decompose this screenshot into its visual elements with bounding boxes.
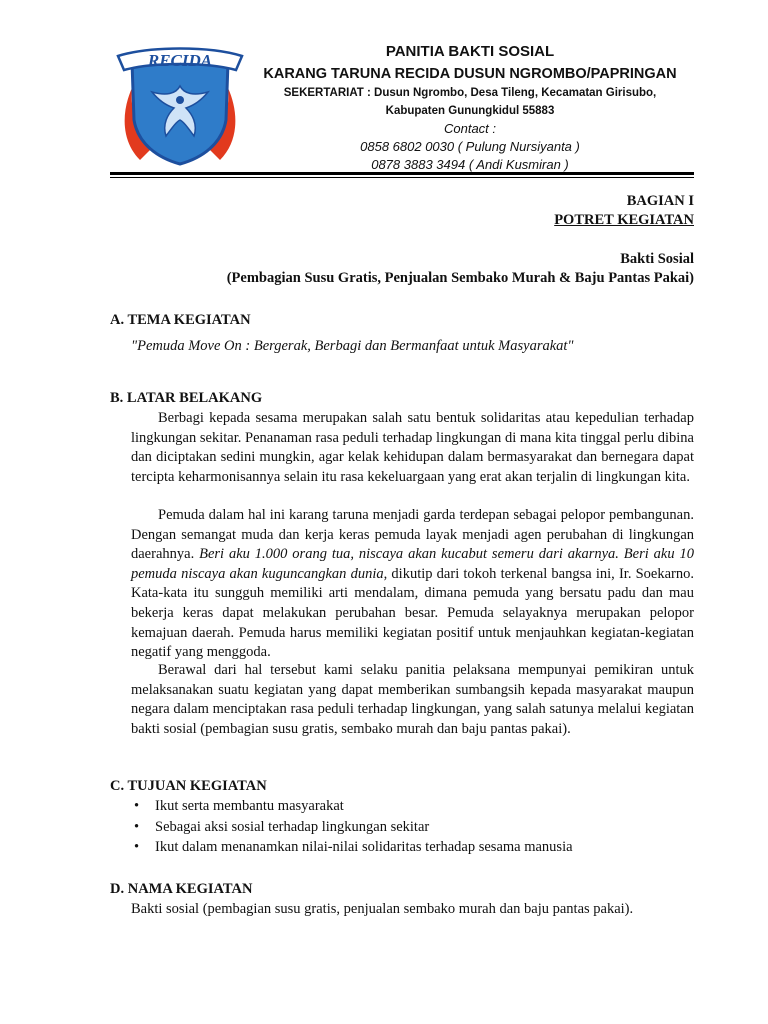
background-paragraph-3: Berawal dari hal tersebut kami selaku panitia pelaksana mempunyai pemikiran untuk melaksanakan suatu kegiatan yang dapat memberikan sumbangsih kepada masyarakat maupun negara dalam menciptakan rasa peduli terhadap lingkungan, yang salah satunya melalui kegiatan bakti sosial (pembagian susu gratis, sembako murah dan baju pantas pakai).	[131, 662, 694, 737]
contact-label: Contact :	[443, 121, 497, 136]
paragraph-2-rest: , dikutip dari tokoh terkenal bangsa ini, Ir. Soekarno. Kata-kata itu sungguh memiliki arti mendalam, dimana pemuda yang bersatu padu dan mau bekerja keras dapat melakukan perubahan besar. Pemuda selayaknya merupakan pelopor kemajuan daerah. Pemuda harus memiliki kegiatan positif untuk menjauhkan kegiatan-kegiatan negatif yang menggoda.	[131, 565, 694, 661]
background-paragraph-2	[131, 506, 694, 663]
header-rule-thin	[110, 177, 694, 178]
paragraph-2-intro: Pemuda dalam hal ini karang taruna menjadi garda terdepan sebagai pelopor pembangunan. Dengan semangat muda dan kerja keras pemuda layak menjadi agen perubahan di lingkungan daerahnya.	[131, 507, 694, 563]
logo-text: RECIDA	[147, 51, 213, 70]
activity-name: Bakti Sosial	[620, 251, 694, 267]
letterhead	[250, 42, 690, 174]
section-c-title: C. TUJUAN KEGIATAN	[110, 778, 267, 794]
recida-logo	[110, 40, 250, 170]
objective-text: Ikut serta membantu masyarakat	[155, 798, 344, 814]
bullet-icon: •	[134, 839, 140, 855]
list-item	[131, 796, 691, 817]
soekarno-quote: Beri aku 1.000 orang tua, niscaya akan kucabut semeru dari akarnya. Beri aku 10 pemuda niscaya akan kuguncangkan dunia	[131, 546, 694, 582]
section-d-title: D. NAMA KEGIATAN	[110, 881, 253, 897]
section-b-title: B. LATAR BELAKANG	[110, 390, 263, 406]
list-item	[131, 817, 691, 838]
committee-title: PANITIA BAKTI SOSIAL	[385, 43, 555, 60]
objectives-list	[131, 796, 691, 858]
bullet-icon: •	[134, 818, 140, 835]
bullet-icon: •	[134, 798, 140, 814]
secretariat-regency: Kabupaten Gunungkidul 55883	[385, 105, 555, 117]
contact-phone-2: 0878 3883 3494 ( Andi Kusmiran )	[371, 157, 569, 172]
objective-text: Sebagai aksi sosial terhadap lingkungan sekitar	[155, 818, 430, 835]
section-a-title: A. TEMA KEGIATAN	[110, 312, 251, 328]
activity-subtitle: (Pembagian Susu Gratis, Penjualan Sembako Murah & Baju Pantas Pakai)	[226, 270, 694, 286]
activity-name-text: Bakti sosial (pembagian susu gratis, penjualan sembako murah dan baju pantas pakai).	[131, 901, 634, 917]
contact-phone-1: 0858 6802 0030 ( Pulung Nursiyanta )	[360, 139, 580, 154]
theme-text: "Pemuda Move On : Bergerak, Berbagi dan Bermanfaat untuk Masyarakat"	[131, 338, 574, 354]
background-paragraph-1: Berbagi kepada sesama merupakan salah satu bentuk solidaritas atau kepedulian terhadap lingkungan sekitar. Penanaman rasa peduli terhadap lingkungan di mana kita tinggal perlu dibina dan diciptakan sedini mungkin, agar kelak kehidupan dalam bermasyarakat dan bernegara dapat tercipta keharmonisannya selain itu rasa kekeluargaan yang erat akan terjalin di lingkungan kita.	[131, 410, 694, 485]
header-rule-thick	[110, 172, 694, 175]
part-label: BAGIAN I	[626, 193, 694, 209]
organization-name: KARANG TARUNA RECIDA DUSUN NGROMBO/PAPRINGAN	[263, 66, 677, 82]
objective-text: Ikut dalam menanamkan nilai-nilai solidaritas terhadap sesama manusia	[155, 839, 573, 855]
part-title: POTRET KEGIATAN	[554, 212, 694, 228]
secretariat-address: SEKERTARIAT : Dusun Ngrombo, Desa Tileng, Kecamatan Girisubo,	[283, 87, 657, 99]
list-item	[131, 837, 691, 858]
